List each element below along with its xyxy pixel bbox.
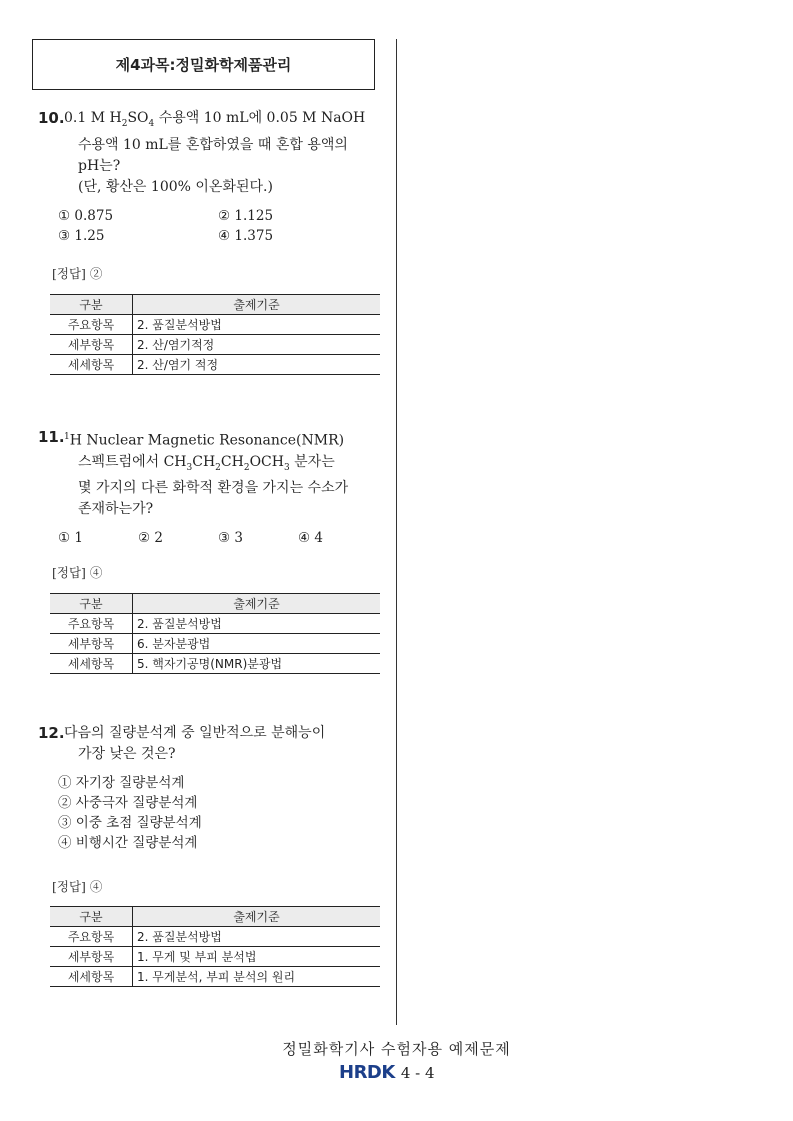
criteria-table [50, 906, 380, 987]
row-label: 주요항목 [50, 927, 133, 947]
table-row [50, 927, 380, 947]
row-value: 2. 품질분석방법 [133, 315, 381, 335]
question-number: 11. [38, 428, 65, 446]
section-title: 제4과목:정밀화학제품관리 [32, 39, 375, 90]
criteria-table [50, 294, 380, 375]
row-label: 세부항목 [50, 947, 133, 967]
answer-label: [정답] ④ [52, 879, 103, 894]
option-3[interactable]: ③ 3 [218, 530, 243, 547]
footer-page-info [339, 1062, 435, 1083]
option-2[interactable]: ② 2 [138, 530, 163, 547]
row-label: 세부항목 [50, 335, 133, 355]
header-criteria: 출제기준 [133, 295, 381, 315]
option-1[interactable]: ① 1 [58, 530, 83, 547]
stem-line: 다음의 질량분석계 중 일반적으로 분해능이 [64, 725, 326, 741]
question-12 [38, 723, 378, 853]
hrdk-logo: HRDK [339, 1062, 395, 1083]
header-criteria: 출제기준 [133, 907, 381, 927]
answer-label: [정답] ② [52, 266, 103, 281]
footer-title: 정밀화학기사 수험자용 예제문제 [282, 1040, 511, 1058]
row-value: 1. 무게 및 부피 분석법 [133, 947, 381, 967]
option-3[interactable]: ③ 1.25 [58, 227, 105, 244]
question-11 [38, 427, 378, 548]
row-value: 5. 핵자기공명(NMR)분광법 [133, 654, 381, 674]
row-value: 6. 분자분광법 [133, 634, 381, 654]
row-label: 세부항목 [50, 634, 133, 654]
row-label: 세세항목 [50, 654, 133, 674]
row-label: 세세항목 [50, 355, 133, 375]
option-4[interactable]: ④ 1.375 [218, 227, 274, 244]
row-value: 2. 품질분석방법 [133, 614, 381, 634]
table-row [50, 634, 380, 654]
table-row [50, 947, 380, 967]
header-category: 구분 [50, 295, 133, 315]
stem-line: 가장 낮은 것은? [78, 746, 176, 762]
table-row [50, 614, 380, 634]
header-category: 구분 [50, 594, 133, 614]
column-divider [396, 39, 397, 1025]
answer-label: [정답] ④ [52, 565, 103, 580]
question-number: 12. [38, 724, 65, 742]
question-10 [38, 108, 378, 246]
table-row [50, 315, 380, 335]
table-row [50, 967, 380, 987]
row-value: 2. 산/염기적정 [133, 335, 381, 355]
row-value: 2. 품질분석방법 [133, 927, 381, 947]
row-value: 1. 무게분석, 부피 분석의 원리 [133, 967, 381, 987]
question-stem [38, 723, 378, 765]
page-number: 4 - 4 [400, 1063, 435, 1082]
criteria-table [50, 593, 380, 674]
row-value: 2. 산/염기 적정 [133, 355, 381, 375]
row-label: 주요항목 [50, 315, 133, 335]
options [38, 528, 378, 548]
options [38, 206, 378, 246]
row-label: 세세항목 [50, 967, 133, 987]
header-category: 구분 [50, 907, 133, 927]
options [38, 773, 378, 853]
table-row [50, 654, 380, 674]
header-criteria: 출제기준 [133, 594, 381, 614]
option-1[interactable]: ① 자기장 질량분석계 [58, 775, 185, 791]
option-3[interactable]: ③ 이중 초점 질량분석계 [58, 815, 202, 831]
table-row [50, 355, 380, 375]
table-row [50, 335, 380, 355]
question-stem: 0.1 M $H_2SO_4$ 수용액 10 mL에 0.05 M NaOH 수용액 10 mL를 혼합하였을 때 혼합 용액의 pH는? (단, 황산은 100% 이온화된다.) [64, 110, 366, 195]
question-number: 10. [38, 109, 65, 127]
question-stem: $^1$H Nuclear Magnetic Resonance(NMR) 스펙트럼에서 $CH_3CH_2CH_2OCH_3$ 분자는 몇 가지의 다른 화학적 환경을 가지는 수소가 존재하는가? [64, 432, 349, 518]
option-2[interactable]: ② 사중극자 질량분석계 [58, 795, 198, 811]
option-4[interactable]: ④ 4 [298, 530, 323, 547]
option-4[interactable]: ④ 비행시간 질량분석계 [58, 835, 198, 851]
row-label: 주요항목 [50, 614, 133, 634]
option-1[interactable]: ① 0.875 [58, 207, 114, 224]
option-2[interactable]: ② 1.125 [218, 207, 274, 224]
